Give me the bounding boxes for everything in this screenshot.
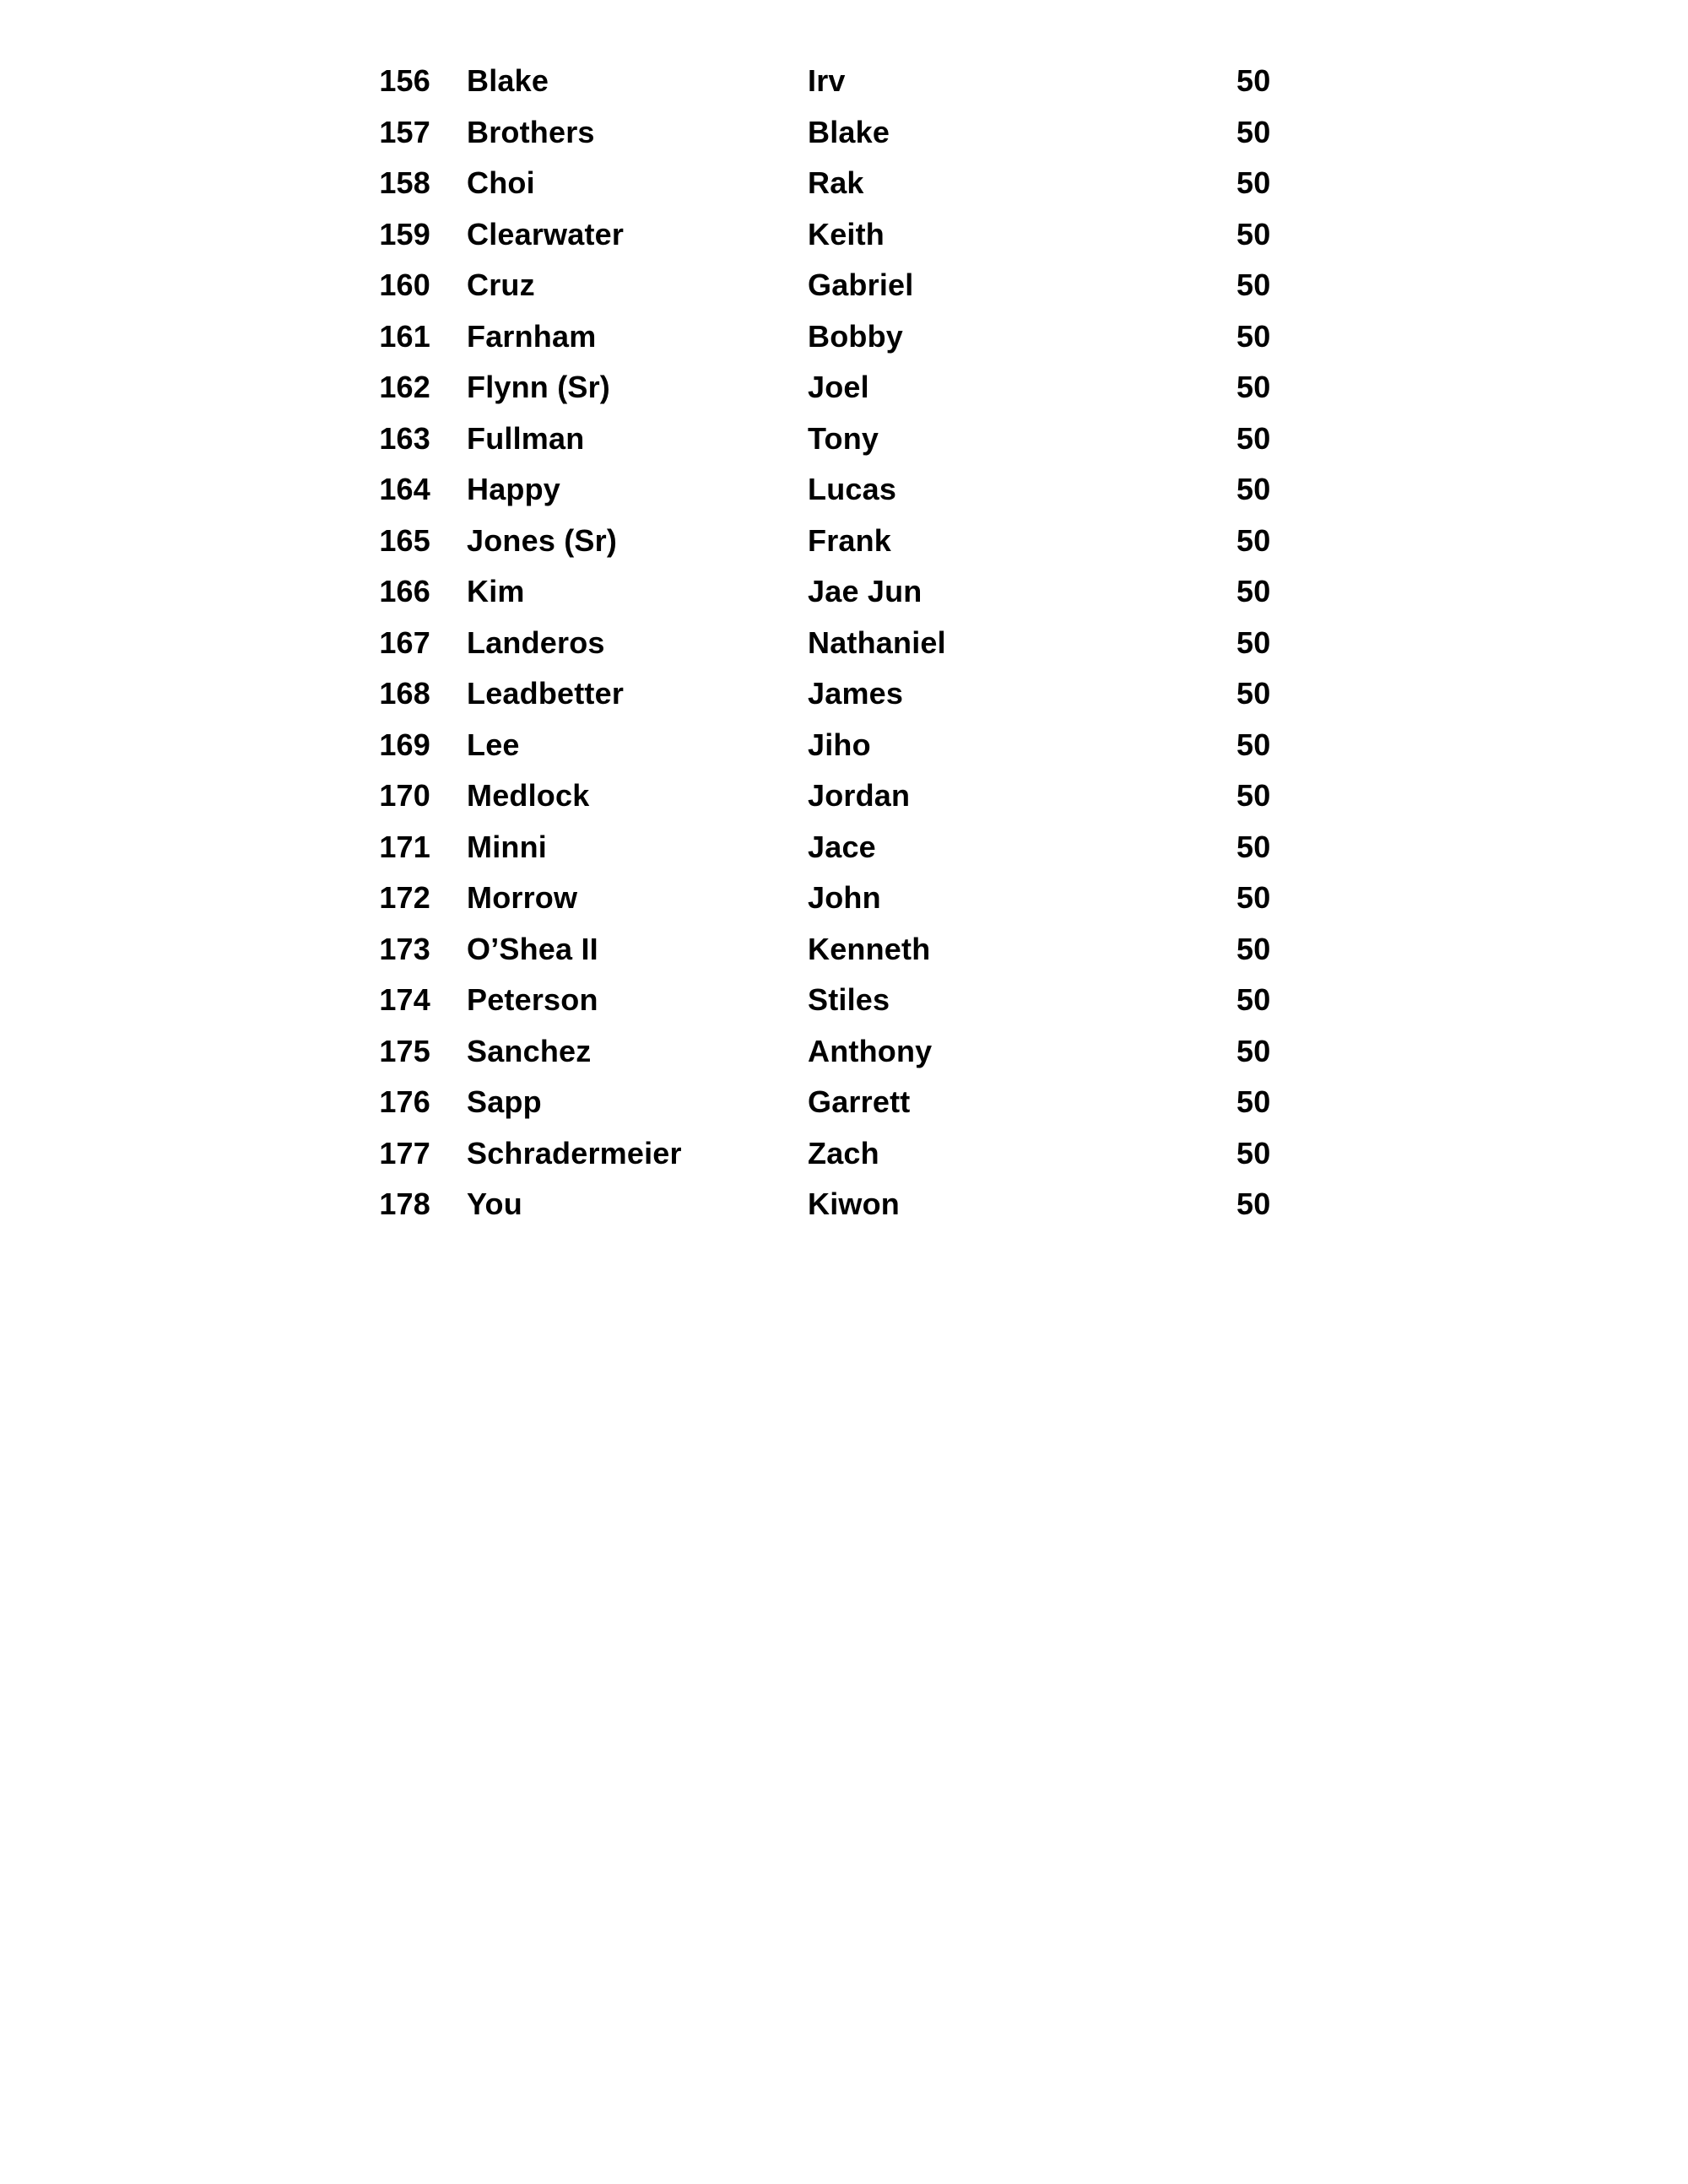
table-row [354, 770, 1338, 822]
points: 50 [1236, 624, 1271, 660]
points: 50 [1236, 1135, 1271, 1170]
last-name: Leadbetter [467, 676, 625, 711]
last-name: You [467, 1187, 522, 1222]
first-name: Zach [808, 1135, 879, 1170]
points: 50 [1236, 370, 1271, 405]
row-number: 171 [379, 829, 430, 864]
table-row [354, 1128, 1338, 1180]
last-name: Choi [467, 165, 535, 201]
first-name: Nathaniel [808, 624, 946, 660]
first-name: Joel [808, 370, 869, 405]
row-number: 162 [379, 370, 430, 405]
table-row [354, 668, 1338, 720]
table-row [354, 720, 1338, 771]
row-number: 156 [379, 63, 430, 99]
first-name: Anthony [808, 1033, 933, 1068]
last-name: Flynn (Sr) [467, 370, 610, 405]
first-name: Jace [808, 829, 876, 864]
row-number: 165 [379, 522, 430, 558]
row-number: 159 [379, 216, 430, 251]
first-name: Garrett [808, 1084, 911, 1120]
table-row [354, 362, 1338, 414]
row-number: 172 [379, 880, 430, 916]
row-number: 161 [379, 318, 430, 354]
table-row [354, 311, 1338, 363]
last-name: O’Shea II [467, 931, 598, 966]
points: 50 [1236, 420, 1271, 456]
last-name: Brothers [467, 114, 595, 149]
row-number: 164 [379, 472, 430, 507]
row-number: 170 [379, 778, 430, 814]
last-name: Sapp [467, 1084, 542, 1120]
first-name: Jae Jun [808, 574, 922, 609]
points: 50 [1236, 574, 1271, 609]
row-number: 160 [379, 268, 430, 303]
first-name: Rak [808, 165, 864, 201]
table-row [354, 414, 1338, 465]
points: 50 [1236, 268, 1271, 303]
table-row [354, 209, 1338, 261]
points: 50 [1236, 522, 1271, 558]
table-row [354, 260, 1338, 311]
row-number: 178 [379, 1187, 430, 1222]
points: 50 [1236, 472, 1271, 507]
last-name: Blake [467, 63, 549, 99]
first-name: Bobby [808, 318, 903, 354]
last-name: Morrow [467, 880, 578, 916]
points: 50 [1236, 165, 1271, 201]
points: 50 [1236, 727, 1271, 762]
row-number: 168 [379, 676, 430, 711]
row-number: 176 [379, 1084, 430, 1120]
row-number: 177 [379, 1135, 430, 1170]
roster-list [354, 56, 1338, 1230]
first-name: Lucas [808, 472, 897, 507]
points: 50 [1236, 880, 1271, 916]
row-number: 166 [379, 574, 430, 609]
last-name: Landeros [467, 624, 605, 660]
table-row [354, 822, 1338, 873]
row-number: 158 [379, 165, 430, 201]
table-row [354, 924, 1338, 976]
first-name: Stiles [808, 982, 890, 1018]
row-number: 173 [379, 931, 430, 966]
points: 50 [1236, 778, 1271, 814]
points: 50 [1236, 829, 1271, 864]
table-row [354, 1026, 1338, 1078]
row-number: 169 [379, 727, 430, 762]
last-name: Lee [467, 727, 520, 762]
last-name: Minni [467, 829, 547, 864]
last-name: Farnham [467, 318, 597, 354]
points: 50 [1236, 63, 1271, 99]
last-name: Peterson [467, 982, 598, 1018]
table-row [354, 975, 1338, 1026]
first-name: Tony [808, 420, 879, 456]
points: 50 [1236, 216, 1271, 251]
first-name: Keith [808, 216, 885, 251]
first-name: John [808, 880, 881, 916]
first-name: Gabriel [808, 268, 914, 303]
first-name: James [808, 676, 904, 711]
points: 50 [1236, 1084, 1271, 1120]
table-row [354, 1179, 1338, 1230]
row-number: 163 [379, 420, 430, 456]
points: 50 [1236, 982, 1271, 1018]
table-row [354, 1077, 1338, 1128]
first-name: Kenneth [808, 931, 931, 966]
first-name: Jordan [808, 778, 911, 814]
points: 50 [1236, 1033, 1271, 1068]
table-row [354, 566, 1338, 618]
points: 50 [1236, 676, 1271, 711]
points: 50 [1236, 1187, 1271, 1222]
last-name: Clearwater [467, 216, 625, 251]
last-name: Kim [467, 574, 525, 609]
row-number: 157 [379, 114, 430, 149]
points: 50 [1236, 318, 1271, 354]
points: 50 [1236, 114, 1271, 149]
table-row [354, 464, 1338, 516]
table-row [354, 873, 1338, 924]
table-row [354, 56, 1338, 107]
first-name: Frank [808, 522, 892, 558]
last-name: Medlock [467, 778, 590, 814]
row-number: 167 [379, 624, 430, 660]
table-row [354, 107, 1338, 159]
last-name: Sanchez [467, 1033, 592, 1068]
first-name: Irv [808, 63, 846, 99]
last-name: Happy [467, 472, 561, 507]
first-name: Jiho [808, 727, 871, 762]
table-row [354, 516, 1338, 567]
last-name: Fullman [467, 420, 585, 456]
table-row [354, 618, 1338, 669]
row-number: 175 [379, 1033, 430, 1068]
row-number: 174 [379, 982, 430, 1018]
first-name: Kiwon [808, 1187, 900, 1222]
last-name: Schradermeier [467, 1135, 682, 1170]
last-name: Cruz [467, 268, 535, 303]
first-name: Blake [808, 114, 890, 149]
table-row [354, 158, 1338, 209]
points: 50 [1236, 931, 1271, 966]
last-name: Jones (Sr) [467, 522, 618, 558]
